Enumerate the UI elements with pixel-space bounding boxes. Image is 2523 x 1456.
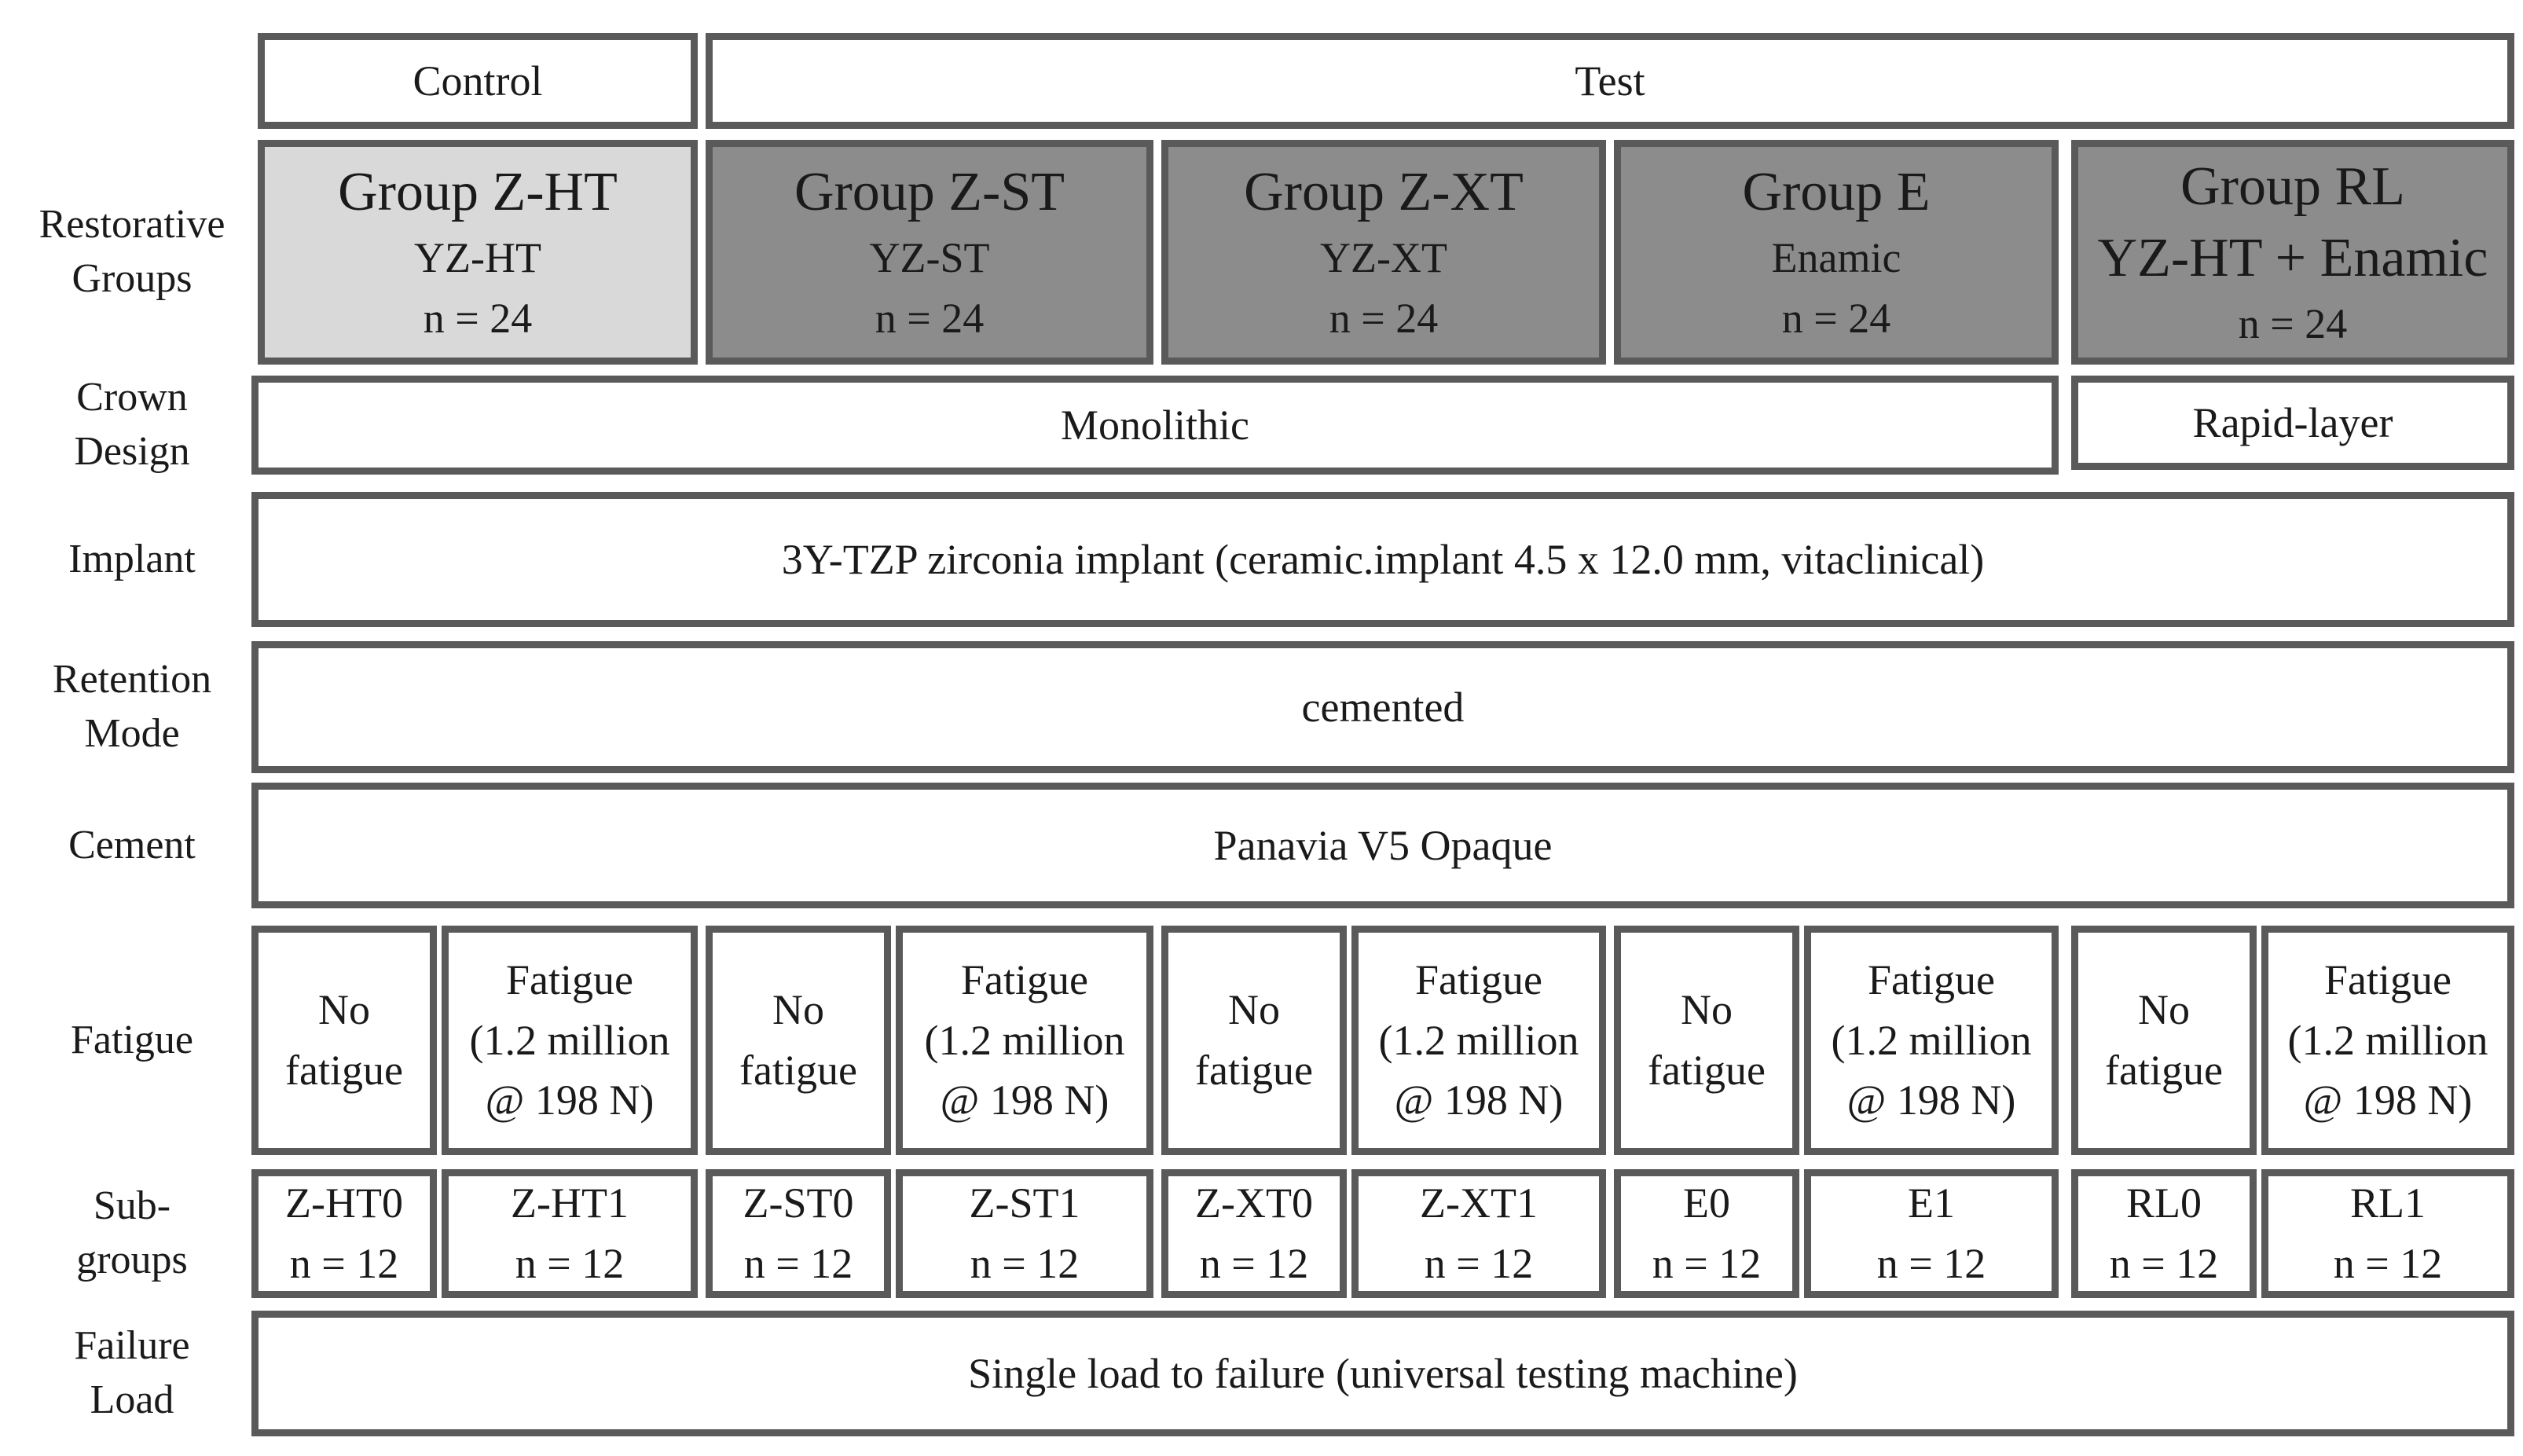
group-z-ht: [258, 140, 698, 365]
row-label-fatigue: Fatigue: [71, 1017, 193, 1062]
row-label-subgroups: Sub- groups: [76, 1183, 188, 1282]
no-fatigue-box: No fatigue: [1614, 926, 1799, 1155]
row-label-crown-design: Crown Design: [74, 375, 190, 474]
row-label-cement: Cement: [68, 822, 196, 867]
group-e: [1614, 140, 2059, 365]
crown-design-monolithic: Monolithic: [251, 376, 2059, 475]
subgroup-z-st1: Z-ST1 n = 12: [896, 1169, 1153, 1298]
subgroup-rl0: RL0 n = 12: [2071, 1169, 2257, 1298]
group-z-st: [706, 140, 1153, 365]
row-label-retention-mode: Retention Mode: [52, 657, 212, 756]
row-label-restorative-groups: Restorative Groups: [39, 202, 226, 301]
test-label: Test: [1575, 57, 1645, 105]
test-header: [706, 33, 2514, 129]
group-material: YZ-ST: [869, 233, 990, 281]
implant-box: 3Y-TZP zirconia implant (ceramic.implant 4.5 x 12.0 mm, vitaclinical): [251, 492, 2514, 627]
group-n: n = 24: [1781, 294, 1891, 342]
group-n: n = 24: [2238, 299, 2348, 347]
no-fatigue-box: No fatigue: [251, 926, 437, 1155]
retention-mode-box: cemented: [251, 641, 2514, 773]
fatigue-box: Fatigue (1.2 million @ 198 N): [442, 926, 698, 1155]
group-material: YZ-HT + Enamic: [2097, 227, 2488, 288]
subgroup-z-ht0: Z-HT0 n = 12: [251, 1169, 437, 1298]
subgroup-e0: E0 n = 12: [1614, 1169, 1799, 1298]
no-fatigue-box: No fatigue: [706, 926, 891, 1155]
no-fatigue-box: No fatigue: [1161, 926, 1347, 1155]
fatigue-box: Fatigue (1.2 million @ 198 N): [1804, 926, 2059, 1155]
group-n: n = 24: [423, 294, 533, 342]
crown-design-rapid-layer: Rapid-layer: [2071, 376, 2514, 470]
subgroup-z-st0: Z-ST0 n = 12: [706, 1169, 891, 1298]
group-n: n = 24: [1329, 294, 1439, 342]
row-label-failure-load: Failure Load: [74, 1323, 190, 1422]
group-title: Group Z-ST: [794, 161, 1065, 222]
subgroup-e1: E1 n = 12: [1804, 1169, 2059, 1298]
group-title: Group Z-XT: [1244, 161, 1524, 222]
control-header: [258, 33, 698, 129]
subgroup-z-ht1: Z-HT1 n = 12: [442, 1169, 698, 1298]
subgroup-z-xt0: Z-XT0 n = 12: [1161, 1169, 1347, 1298]
group-title: Group E: [1742, 161, 1931, 222]
cement-box: Panavia V5 Opaque: [251, 783, 2514, 908]
row-label-implant: Implant: [68, 536, 196, 581]
group-title: Group Z-HT: [338, 161, 618, 222]
group-rl: [2071, 140, 2514, 365]
fatigue-box: Fatigue (1.2 million @ 198 N): [896, 926, 1153, 1155]
fatigue-box: Fatigue (1.2 million @ 198 N): [2261, 926, 2514, 1155]
control-label: Control: [413, 57, 543, 105]
fatigue-box: Fatigue (1.2 million @ 198 N): [1351, 926, 1606, 1155]
subgroup-rl1: RL1 n = 12: [2261, 1169, 2514, 1298]
no-fatigue-box: No fatigue: [2071, 926, 2257, 1155]
group-material: YZ-XT: [1320, 233, 1447, 281]
group-material: Enamic: [1771, 233, 1901, 281]
subgroup-z-xt1: Z-XT1 n = 12: [1351, 1169, 1606, 1298]
group-n: n = 24: [875, 294, 985, 342]
group-z-xt: [1161, 140, 1606, 365]
failure-load-box: Single load to failure (universal testing machine): [251, 1311, 2514, 1436]
group-title: Group RL: [2180, 156, 2405, 217]
group-material: YZ-HT: [414, 233, 541, 281]
